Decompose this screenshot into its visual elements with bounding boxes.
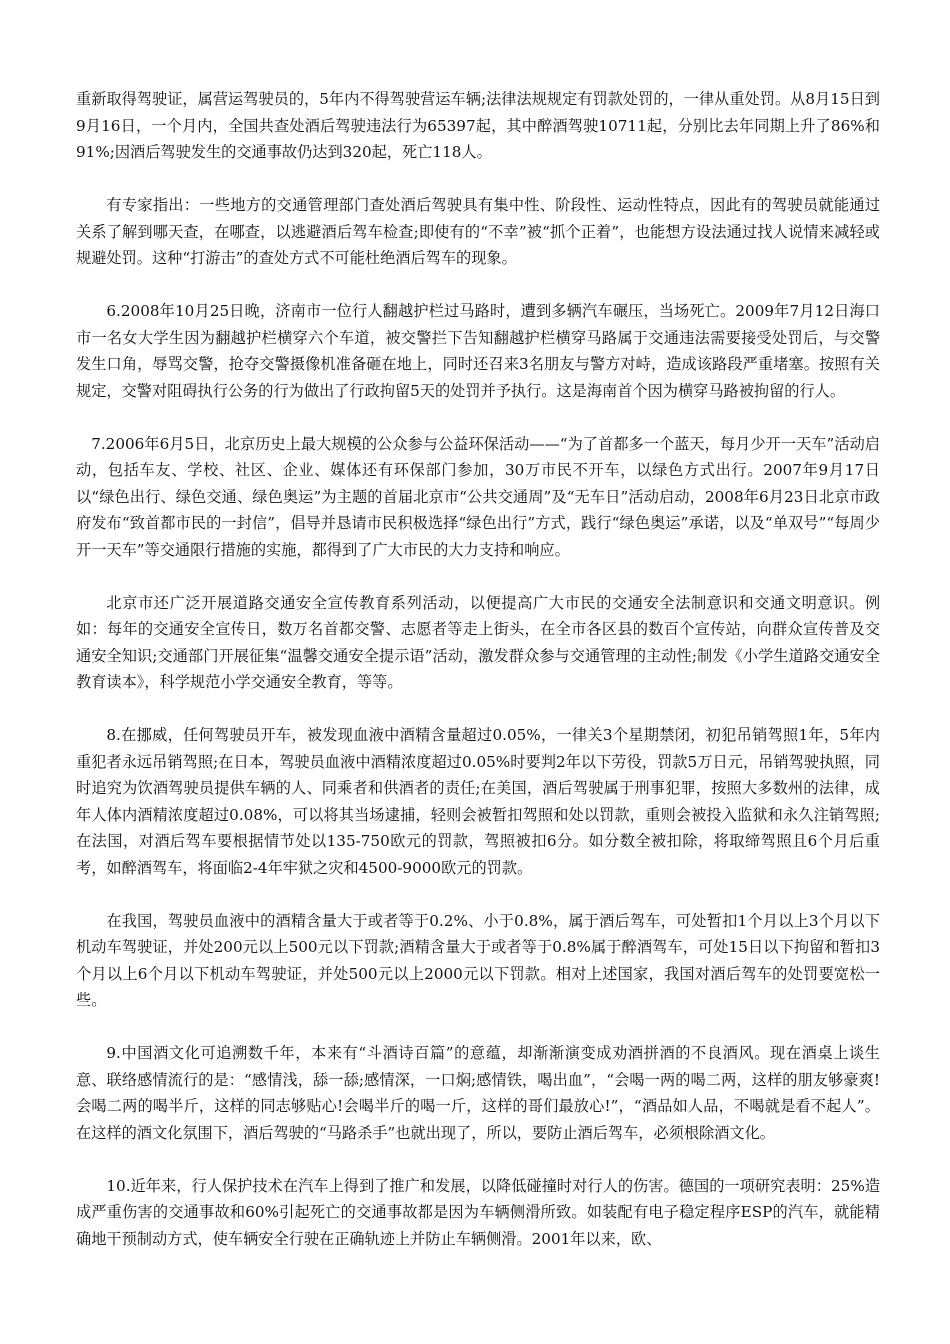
paragraph-china-rules: 在我国，驾驶员血液中的酒精含量大于或者等于0.2%、小于0.8%，属于酒后驾车，可处暂扣1个月以上3个月以下机动车驾驶证，并处200元以上500元以下罚款;酒精含量大于或者等于0.8%属于醉酒驾车，可处15日以下拘留和暂扣3个月以上6个月以下机动车驾驶证，并处500元以上2000元以下罚款。相对上述国家，我国对酒后驾车的处罚要宽松一些。 — [76, 911, 880, 1009]
paragraph-item-6: 6.2008年10月25日晚，济南市一位行人翻越护栏过马路时，遭到多辆汽车碾压，当场死亡。2009年7月12日海口市一名女大学生因为翻越护栏横穿六个车道，被交警拦下告知翻越护栏横穿马路属于交通违法需要接受处罚后，与交警发生口角，辱骂交警，抢夺交警摄像机准备砸在地上，同时还召来3名朋友与警方对峙，造成该路段严重堵塞。按照有关规定，交警对阻碍执行公务的行为做出了行政拘留5天的处罚并予执行。这是海南首个因为横穿马路被拘留的行人。 — [76, 302, 880, 400]
paragraph-beijing-education: 北京市还广泛开展道路交通安全宣传教育系列活动，以便提高广大市民的交通安全法制意识和交通文明意识。例如：每年的交通安全宣传日，数万名首都交警、志愿者等走上街头，在全市各区县的数百个宣传站，向群众宣传普及交通安全知识;交通部门开展征集“温馨交通安全提示语”活动，激发群众参与交通管理的主动性;制发《小学生道路交通安全教育读本》，科学规范小学交通安全教育，等等。 — [76, 593, 880, 691]
paragraph-expert-opinion: 有专家指出：一些地方的交通管理部门查处酒后驾驶具有集中性、阶段性、运动性特点，因此有的驾驶员就能通过关系了解到哪天查，在哪查，以逃避酒后驾车检查;即使有的“不幸”被“抓个正着”，也能想方设法通过找人说情来减轻或规避处罚。这种“打游击”的查处方式不可能杜绝酒后驾车的现象。 — [76, 196, 880, 267]
paragraph-item-9: 9.中国酒文化可追溯数千年，本来有“斗酒诗百篇”的意蕴，却渐渐演变成劝酒拼酒的不良酒风。现在酒桌上谈生意、联络感情流行的是：“感情浅，舔一舔;感情深，一口焖;感情铁，喝出血”，“会喝一两的喝二两，这样的朋友够豪爽!会喝二两的喝半斤，这样的同志够贴心!会喝半斤的喝一斤，这样的哥们最放心!”，“酒品如人品，不喝就是看不起人”。在这样的酒文化氛围下，酒后驾驶的“马路杀手”也就出现了，所以，要防止酒后驾车，必须根除酒文化。 — [76, 1044, 880, 1142]
paragraph-item-10: 10.近年来，行人保护技术在汽车上得到了推广和发展，以降低碰撞时对行人的伤害。德国的一项研究表明：25%造成严重伤害的交通事故和60%引起死亡的交通事故都是因为车辆侧滑所致。如装配有电子稳定程序ESP的汽车，就能精确地干预制动方式，使车辆安全行驶在正确轨迹上并防止车辆侧滑。2001年以来，欧、 — [76, 1176, 880, 1248]
document-page — [76, 86, 880, 1279]
paragraph-item-7: 7.2006年6月5日，北京历史上最大规模的公众参与公益环保活动——“为了首都多一个蓝天，每月少开一天车”活动启动，包括车友、学校、社区、企业、媒体还有环保部门参加，30万市民不开车，以绿色方式出行。2007年9月17日以“绿色出行、绿色交通、绿色奥运”为主题的首届北京市“公共交通周”及“无车日”活动启动，2008年6月23日北京市政府发布“致首都市民的一封信”，倡导并恳请市民积极选择“绿色出行”方式，践行“绿色奥运”承诺，以及“单双号”“每周少开一天车”等交通限行措施的实施，都得到了广大市民的大力支持和响应。 — [76, 434, 880, 559]
paragraph-penalty-stats: 重新取得驾驶证，属营运驾驶员的，5年内不得驾驶营运车辆;法律法规规定有罚款处罚的，一律从重处罚。从8月15日到9月16日，一个月内，全国共查处酒后驾驶违法行为65397起，其中醉酒驾驶10711起，分别比去年同期上升了86%和91%;因酒后驾驶发生的交通事故仍达到320起，死亡118人。 — [76, 90, 880, 161]
paragraph-item-8: 8.在挪威，任何驾驶员开车，被发现血液中酒精含量超过0.05%，一律关3个星期禁闭，初犯吊销驾照1年，5年内重犯者永远吊销驾照;在日本，驾驶员血液中酒精浓度超过0.05%时要判2年以下劳役，罚款5万日元，吊销驾驶执照，同时追究为饮酒驾驶员提供车辆的人、同乘者和供酒者的责任;在美国，酒后驾驶属于刑事犯罪，按照大多数州的法律，成年人体内酒精浓度超过0.08%，可以将其当场逮捕，轻则会被暂扣驾照和处以罚款，重则会被投入监狱和永久注销驾照;在法国，对酒后驾车要根据情节处以135-750欧元的罚款，驾照被扣6分。如分数全被扣除，将取缔驾照且6个月后重考，如醉酒驾车，将面临2-4年牢狱之灾和4500-9000欧元的罚款。 — [76, 726, 880, 877]
